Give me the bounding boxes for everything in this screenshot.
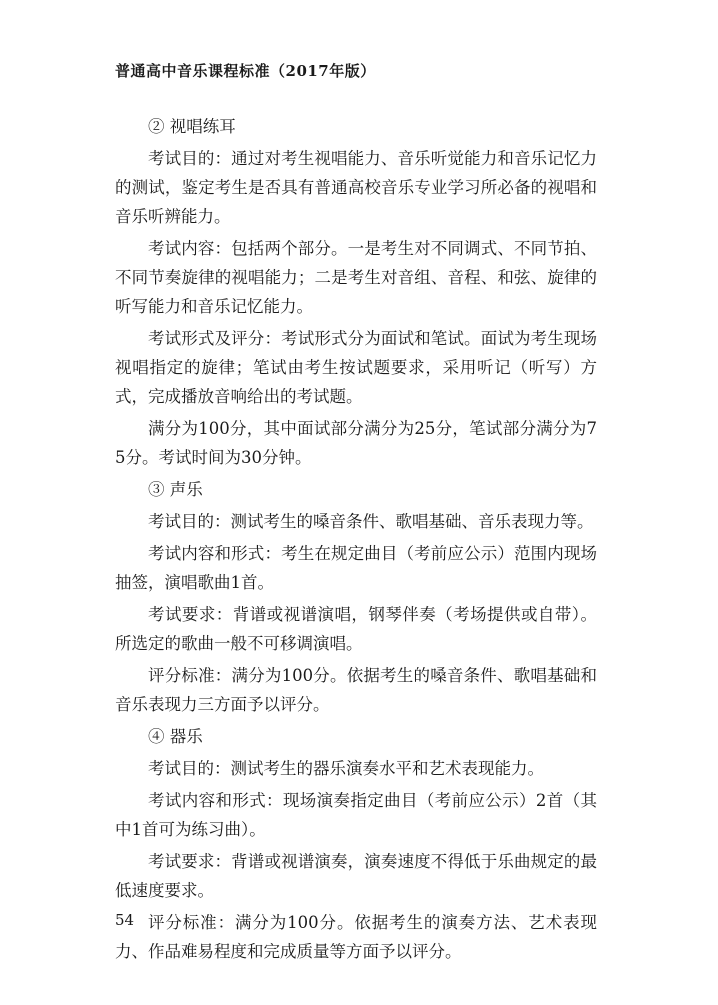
paragraph: 评分标准：满分为100分。依据考生的嗓音条件、歌唱基础和音乐表现力三方面予以评分。: [115, 666, 597, 714]
paragraph: 满分为100分，其中面试部分满分为25分，笔试部分满分为75分。考试时间为30分钟。: [115, 419, 597, 467]
section-heading-vocal: ③ 声乐: [148, 480, 203, 499]
paragraph: 考试内容和形式：考生在规定曲目（考前应公示）范围内现场抽签，演唱歌曲1首。: [115, 544, 597, 592]
paragraph: 考试内容和形式：现场演奏指定曲目（考前应公示）2首（其中1首可为练习曲）。: [115, 791, 597, 839]
paragraph: 评分标准：满分为100分。依据考生的演奏方法、艺术表现力、作品难易程度和完成质量等方面予以评分。: [115, 913, 597, 961]
running-header: 普通高中音乐课程标准（2017年版）: [115, 62, 376, 80]
paragraph: 考试目的：测试考生的嗓音条件、歌唱基础、音乐表现力等。: [148, 512, 594, 531]
paragraph: 考试内容：包括两个部分。一是考生对不同调式、不同节拍、不同节奏旋律的视唱能力；二是考生对音组、音程、和弦、旋律的听写能力和音乐记忆能力。: [115, 239, 597, 316]
paragraph: 考试目的：通过对考生视唱能力、音乐听觉能力和音乐记忆力的测试，鉴定考生是否具有普通高校音乐专业学习所必备的视唱和音乐听辨能力。: [115, 149, 597, 226]
page-number: 54: [115, 911, 135, 929]
section-heading-sight-singing: ② 视唱练耳: [148, 117, 236, 136]
paragraph: 考试要求：背谱或视谱演唱，钢琴伴奏（考场提供或自带）。所选定的歌曲一般不可移调演唱。: [115, 605, 597, 653]
body-text: [115, 112, 597, 969]
paragraph: 考试目的：测试考生的器乐演奏水平和艺术表现能力。: [148, 759, 544, 778]
paragraph: 考试要求：背谱或视谱演奏，演奏速度不得低于乐曲规定的最低速度要求。: [115, 852, 597, 900]
section-heading-instrumental: ④ 器乐: [148, 727, 203, 746]
paragraph: 考试形式及评分：考试形式分为面试和笔试。面试为考生现场视唱指定的旋律；笔试由考生按试题要求，采用听记（听写）方式，完成播放音响给出的考试题。: [115, 329, 597, 406]
